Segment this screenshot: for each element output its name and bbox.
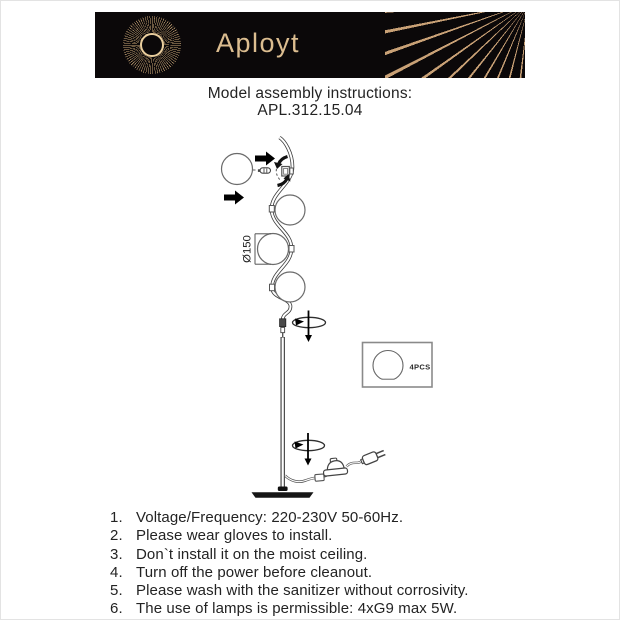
install-arrow-lower bbox=[224, 191, 244, 205]
threaded-joint bbox=[280, 319, 286, 337]
title-line1: Model assembly instructions: bbox=[207, 85, 413, 102]
item-number: 6. bbox=[110, 600, 123, 618]
item-text: Please wear gloves to install. bbox=[136, 527, 333, 545]
instruction-item bbox=[110, 600, 468, 618]
lamp-base bbox=[252, 487, 314, 498]
item-text: Voltage/Frequency: 220-230V 50-60Hz. bbox=[136, 509, 404, 526]
rotation-indicator-upper bbox=[293, 311, 326, 343]
item-number: 5. bbox=[110, 582, 123, 600]
g9-bulb-icon bbox=[258, 168, 271, 173]
item-text: The use of lamps is permissible: 4xG9 max 5W. bbox=[136, 600, 458, 618]
instruction-item bbox=[110, 546, 468, 564]
instruction-item bbox=[110, 564, 468, 582]
model-number: APL.312.15.04 bbox=[257, 101, 363, 119]
lamp-globe-3 bbox=[258, 234, 289, 265]
item-text: Turn off the power before cleanout. bbox=[136, 563, 373, 581]
parts-box bbox=[363, 343, 433, 388]
instruction-item bbox=[110, 509, 468, 527]
item-number: 4. bbox=[110, 563, 123, 581]
diameter-label: Ø150 bbox=[241, 235, 254, 263]
item-text: Please wash with the sanitizer without corrosivity. bbox=[136, 582, 469, 600]
item-number: 3. bbox=[110, 545, 123, 563]
brand-name: Aployt bbox=[216, 27, 301, 58]
rotation-indicator-lower bbox=[293, 433, 325, 466]
lamp-globes bbox=[258, 195, 306, 302]
power-plug-icon bbox=[360, 448, 386, 466]
parts-box-label: 4PCS bbox=[409, 362, 431, 372]
detached-globe bbox=[222, 154, 256, 185]
instruction-list bbox=[110, 509, 468, 619]
install-arrow-upper bbox=[255, 152, 275, 166]
foot-switch bbox=[322, 457, 348, 476]
item-number: 1. bbox=[110, 509, 123, 526]
lamp-globe-2 bbox=[275, 195, 305, 225]
item-text: Don`t install it on the moist ceiling. bbox=[136, 545, 368, 563]
item-number: 2. bbox=[110, 527, 123, 545]
instruction-item bbox=[110, 582, 468, 600]
instruction-item bbox=[110, 527, 468, 545]
lamp-globe-4 bbox=[275, 272, 305, 302]
